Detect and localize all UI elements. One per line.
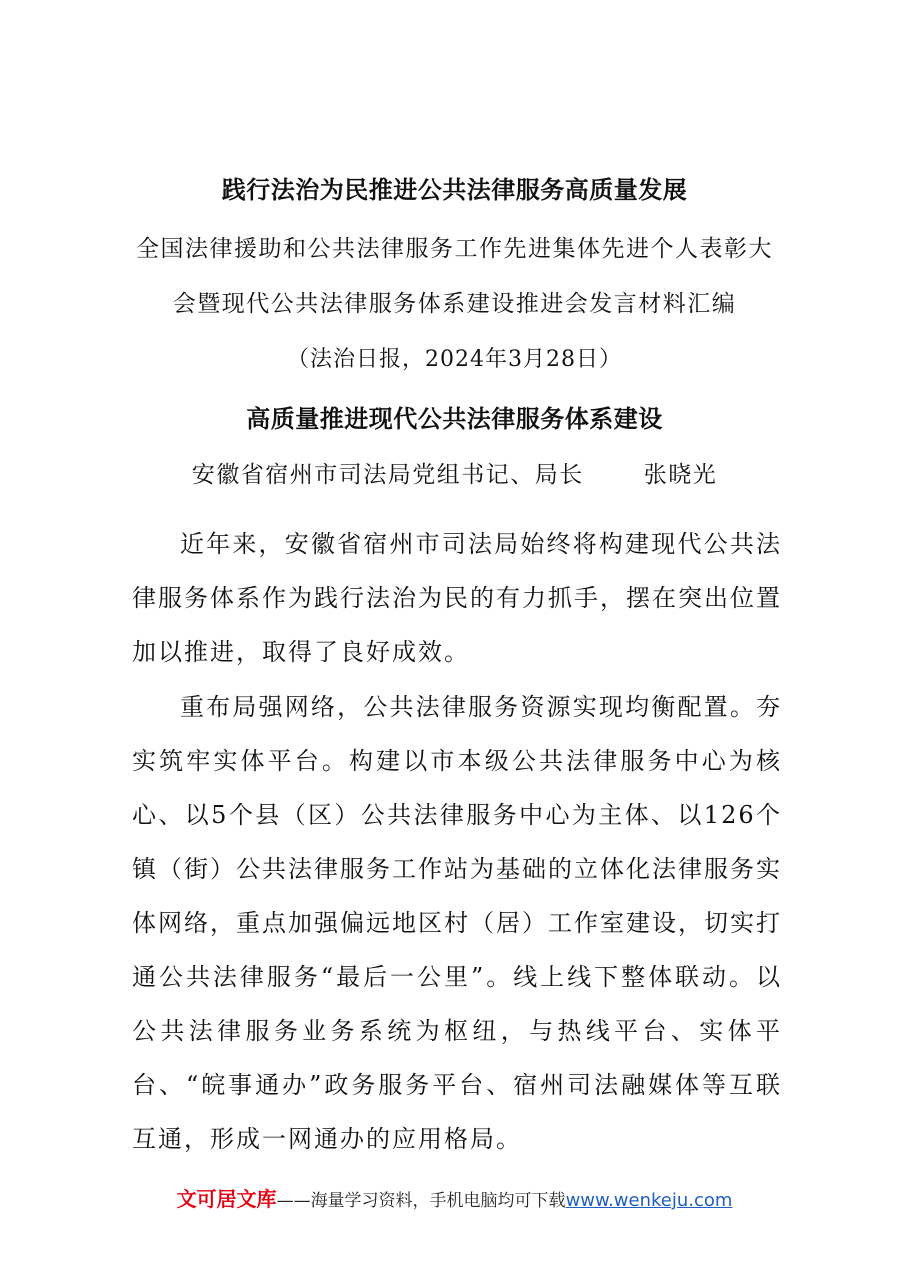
paragraph-network: 重布局强网络，公共法律服务资源实现均衡配置。夯实筑牢实体平台。构建以市本级公共法律服务中心为核心、以5个县（区）公共法律服务中心为主体、以126个镇（街）公共法律服务工作站为基础的立体化法律服务实体网络，重点加强偏远地区村（居）工作室建设，切实打通公共法律服务“最后一公里”。线上线下整体联动。以公共法律服务业务系统为枢纽，与热线平台、实体平台、“皖事通办”政务服务平台、宿州司法融媒体等互联互通，形成一网通办的应用格局。	[132, 693, 782, 1153]
paragraph-intro: 近年来，安徽省宿州市司法局始终将构建现代公共法律服务体系作为践行法治为民的有力抓手，摆在突出位置加以推进，取得了良好成效。	[132, 530, 782, 666]
footer-website-link[interactable]: www.wenkeju.com	[565, 1190, 733, 1211]
author-position: 安徽省宿州市司法局党组书记、局长	[191, 462, 584, 488]
footer-tagline: ——海量学习资料，手机电脑均可下载	[276, 1191, 566, 1211]
author-byline	[0, 456, 909, 489]
subtitle-line-2: 会暨现代公共法律服务体系建设推进会发言材料汇编	[172, 291, 737, 317]
main-title: 践行法治为民推进公共法律服务高质量发展	[221, 175, 688, 204]
source-citation: （法治日报，2024年3月28日）	[287, 347, 622, 372]
footer-banner	[0, 1183, 909, 1212]
article-title: 高质量推进现代公共法律服务体系建设	[246, 404, 663, 433]
footer-brand: 文可居文库	[176, 1187, 277, 1211]
author-name: 张晓光	[643, 462, 718, 488]
subtitle-line-1: 全国法律援助和公共法律服务工作先进集体先进个人表彰大	[136, 236, 773, 262]
